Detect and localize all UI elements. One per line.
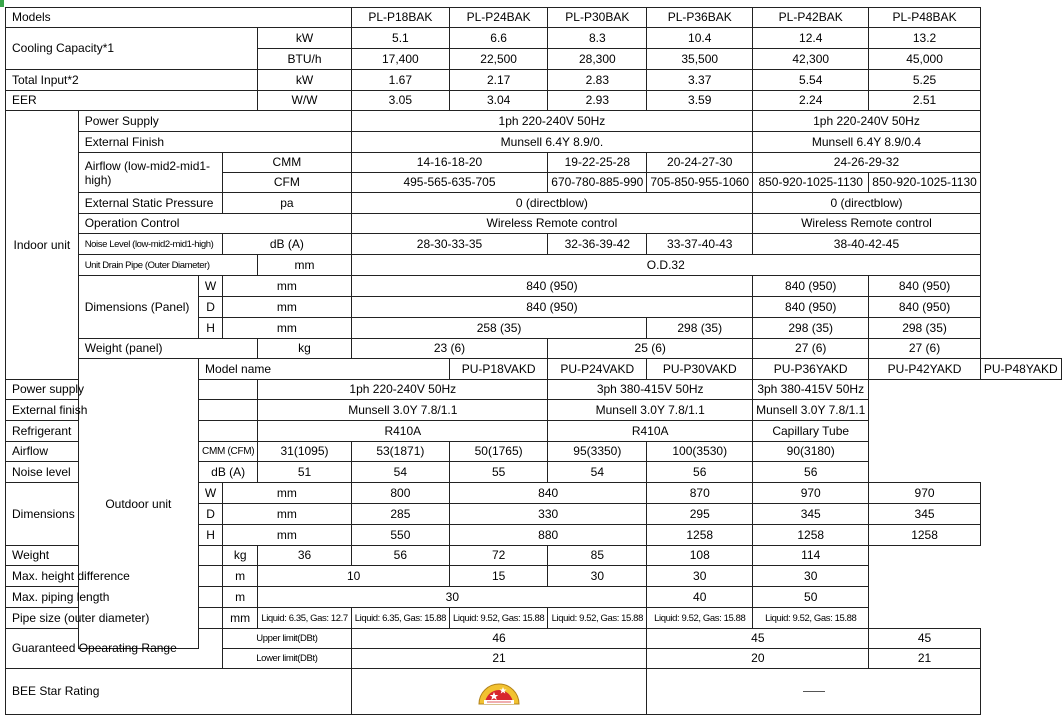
- cell: 45: [647, 629, 869, 649]
- cell: 13.2: [869, 28, 981, 49]
- cell: 5.54: [753, 70, 869, 91]
- cell: 27 (6): [753, 339, 869, 359]
- dash-icon: [803, 691, 825, 692]
- row-cooling-kw: [6, 28, 1062, 49]
- row-indoor-noise: [6, 234, 1062, 255]
- label: Operation Control: [78, 214, 351, 234]
- cell: 3.05: [351, 91, 449, 111]
- label: Noise Level (low-mid2-mid1-high): [78, 234, 222, 255]
- cell: 1258: [647, 525, 753, 546]
- model-6: PL-P48BAK: [869, 8, 981, 28]
- cell: Munsell 3.0Y 7.8/1.1: [753, 400, 869, 421]
- range-lower-label: Lower limit(DBt): [223, 649, 352, 669]
- unit: CMM (CFM): [199, 442, 258, 462]
- model-1: PL-P18BAK: [351, 8, 449, 28]
- cell: 25 (6): [548, 339, 753, 359]
- cell: 17,400: [351, 49, 449, 70]
- cell: Liquid: 9.52, Gas: 15.88: [647, 608, 753, 629]
- cell: 2.17: [450, 70, 548, 91]
- cell: 1ph 220-240V 50Hz: [258, 380, 548, 400]
- row-indoor-dim-w: [6, 276, 1062, 297]
- unit: mm: [223, 504, 352, 525]
- cell: 5.25: [869, 70, 981, 91]
- cell: 840 (950): [869, 297, 981, 318]
- cell: 850-920-1025-1130: [753, 173, 869, 193]
- row-models: [6, 8, 1062, 28]
- cell: R410A: [548, 421, 753, 442]
- cell: 21: [869, 649, 981, 669]
- cell: 15: [450, 566, 548, 587]
- cell: 5.1: [351, 28, 449, 49]
- cell: 54: [351, 462, 449, 483]
- dim-letter: W: [199, 276, 223, 297]
- cell: 36: [258, 546, 351, 566]
- cell: 10.4: [647, 28, 753, 49]
- row-outdoor-pipe-size: [6, 608, 1062, 629]
- cell: 840: [450, 483, 647, 504]
- cell: PU-P18VAKD: [450, 359, 548, 380]
- cell: 95(3350): [548, 442, 647, 462]
- cell: 24-26-29-32: [753, 153, 981, 173]
- row-indoor-static: [6, 193, 1062, 214]
- model-4: PL-P36BAK: [647, 8, 753, 28]
- bee-logo-cell: [351, 669, 647, 715]
- dim-letter: D: [199, 297, 223, 318]
- row-eer: [6, 91, 1062, 111]
- cell: 345: [869, 504, 981, 525]
- cell: 10: [258, 566, 450, 587]
- cell: 32-36-39-42: [548, 234, 647, 255]
- label: Refrigerant: [6, 421, 258, 442]
- outdoor-group-label: Outdoor unit: [78, 359, 198, 649]
- cell: 30: [258, 587, 647, 608]
- cell: 298 (35): [753, 318, 869, 339]
- cooling-label: Cooling Capacity*1: [6, 28, 258, 70]
- cell: 2.51: [869, 91, 981, 111]
- cell: 345: [753, 504, 869, 525]
- cell: 14-16-18-20: [351, 153, 548, 173]
- cell: PU-P42YAKD: [869, 359, 981, 380]
- cell: Munsell 6.4Y 8.9/0.4: [753, 132, 981, 153]
- model-3: PL-P30BAK: [548, 8, 647, 28]
- cell: 2.24: [753, 91, 869, 111]
- cell: 114: [753, 546, 869, 566]
- cell: 20: [647, 649, 869, 669]
- cooling-unit-btu: BTU/h: [258, 49, 351, 70]
- cell: 1.67: [351, 70, 449, 91]
- cell: PU-P36YAKD: [753, 359, 869, 380]
- cell: 0 (directblow): [351, 193, 752, 214]
- row-total-input: [6, 70, 1062, 91]
- label: Pipe size (outer diameter): [6, 608, 223, 629]
- label: Dimensions: [6, 483, 79, 546]
- cell: 840 (950): [753, 276, 869, 297]
- cell: 295: [647, 504, 753, 525]
- accent-bar: [0, 0, 4, 7]
- label: Weight (panel): [78, 339, 258, 359]
- row-outdoor-finish: [6, 400, 1062, 421]
- cell: 90(3180): [753, 442, 869, 462]
- model-5: PL-P42BAK: [753, 8, 869, 28]
- cell: Munsell 6.4Y 8.9/0.: [351, 132, 752, 153]
- label: Airflow (low-mid2-mid1-high): [78, 153, 222, 193]
- cell: 3ph 380-415V 50Hz: [753, 380, 869, 400]
- unit: dB (A): [199, 462, 258, 483]
- label: Weight: [6, 546, 223, 566]
- unit: kg: [258, 339, 351, 359]
- row-outdoor-noise: [6, 462, 1062, 483]
- unit: m: [223, 566, 258, 587]
- spec-table: [5, 7, 1062, 715]
- row-indoor-airflow-cmm: [6, 153, 1062, 173]
- cell: 840 (950): [753, 297, 869, 318]
- cell: 1ph 220-240V 50Hz: [351, 111, 752, 132]
- cell: 800: [351, 483, 449, 504]
- cell: Liquid: 9.52, Gas: 15.88: [450, 608, 548, 629]
- row-outdoor-power: [6, 380, 1062, 400]
- unit: mm: [258, 255, 351, 276]
- cell: 550: [351, 525, 449, 546]
- cell: 54: [548, 462, 647, 483]
- cell: 50(1765): [450, 442, 548, 462]
- cell: 330: [450, 504, 647, 525]
- dim-letter: D: [199, 504, 223, 525]
- row-range-upper: [6, 629, 1062, 649]
- bee-star-label-icon: [476, 678, 522, 706]
- cell: 705-850-955-1060: [647, 173, 753, 193]
- cell: Liquid: 9.52, Gas: 15.88: [753, 608, 869, 629]
- row-outdoor-refrigerant: [6, 421, 1062, 442]
- cell: 21: [351, 649, 647, 669]
- unit: kg: [223, 546, 258, 566]
- cell: 55: [450, 462, 548, 483]
- cell: 880: [450, 525, 647, 546]
- cell: 56: [647, 462, 753, 483]
- cell: 56: [351, 546, 449, 566]
- cell: 2.93: [548, 91, 647, 111]
- label: Airflow: [6, 442, 199, 462]
- cell: 40: [647, 587, 753, 608]
- bee-label: BEE Star Rating: [6, 669, 352, 715]
- cell: 970: [869, 483, 981, 504]
- label: External Finish: [78, 132, 351, 153]
- indoor-group-label: Indoor unit: [6, 111, 79, 380]
- cell: Liquid: 9.52, Gas: 15.88: [548, 608, 647, 629]
- cell: Wireless Remote control: [351, 214, 752, 234]
- cell: 28,300: [548, 49, 647, 70]
- row-outdoor-weight: [6, 546, 1062, 566]
- row-outdoor-height-diff: [6, 566, 1062, 587]
- cell: 3.04: [450, 91, 548, 111]
- cell: 108: [647, 546, 753, 566]
- cell: 51: [258, 462, 351, 483]
- cell: 27 (6): [869, 339, 981, 359]
- cell: 1ph 220-240V 50Hz: [753, 111, 981, 132]
- cell: PU-P48YAKD: [980, 359, 1061, 380]
- cell: 53(1871): [351, 442, 449, 462]
- cell: 50: [753, 587, 869, 608]
- label: Max. height difference: [6, 566, 223, 587]
- cell: 85: [548, 546, 647, 566]
- cell: 298 (35): [647, 318, 753, 339]
- row-outdoor-piping: [6, 587, 1062, 608]
- cell: 6.6: [450, 28, 548, 49]
- unit: CMM: [223, 153, 352, 173]
- cell: 840 (950): [869, 276, 981, 297]
- cell: 35,500: [647, 49, 753, 70]
- label: Model name: [199, 359, 450, 380]
- cell: 970: [753, 483, 869, 504]
- row-outdoor-airflow: [6, 442, 1062, 462]
- dim-letter: H: [199, 525, 223, 546]
- cell: 56: [753, 462, 869, 483]
- cell: 1258: [753, 525, 869, 546]
- range-upper-label: Upper limit(DBt): [223, 629, 352, 649]
- cell: 42,300: [753, 49, 869, 70]
- cell: 1258: [869, 525, 981, 546]
- cell: 33-37-40-43: [647, 234, 753, 255]
- cell: 20-24-27-30: [647, 153, 753, 173]
- cell: 19-22-25-28: [548, 153, 647, 173]
- cell: 72: [450, 546, 548, 566]
- unit: pa: [223, 193, 352, 214]
- row-bee: [6, 669, 1062, 715]
- eer-label: EER: [6, 91, 258, 111]
- range-label: Guaranteed Opearating Range: [6, 629, 223, 669]
- row-outdoor-model: [6, 359, 1062, 380]
- cell: PU-P24VAKD: [548, 359, 647, 380]
- row-indoor-control: [6, 214, 1062, 234]
- unit: mm: [223, 276, 352, 297]
- cell: Liquid: 6.35, Gas: 12.7: [258, 608, 351, 629]
- label: Power Supply: [78, 111, 351, 132]
- label: External finish: [6, 400, 258, 421]
- cell: 850-920-1025-1130: [869, 173, 981, 193]
- cell: R410A: [258, 421, 548, 442]
- label: Max. piping length: [6, 587, 223, 608]
- row-indoor-weight: [6, 339, 1062, 359]
- cell: Liquid: 6.35, Gas: 15.88: [351, 608, 449, 629]
- cell: 870: [647, 483, 753, 504]
- cell: 670-780-885-990: [548, 173, 647, 193]
- row-indoor-drain: [6, 255, 1062, 276]
- cell: 30: [647, 566, 753, 587]
- cell: 0 (directblow): [753, 193, 981, 214]
- cell: 30: [753, 566, 869, 587]
- cell: 45: [869, 629, 981, 649]
- cell: 8.3: [548, 28, 647, 49]
- cooling-unit-kw: kW: [258, 28, 351, 49]
- row-indoor-finish: [6, 132, 1062, 153]
- unit: mm: [223, 318, 352, 339]
- cell: 258 (35): [351, 318, 647, 339]
- cell: 840 (950): [351, 276, 752, 297]
- cell: Munsell 3.0Y 7.8/1.1: [258, 400, 548, 421]
- cell: 840 (950): [351, 297, 752, 318]
- cell: 46: [351, 629, 647, 649]
- unit: mm: [223, 608, 258, 629]
- model-2: PL-P24BAK: [450, 8, 548, 28]
- cell: 3.59: [647, 91, 753, 111]
- unit: mm: [223, 483, 352, 504]
- label: Dimensions (Panel): [78, 276, 198, 339]
- cell: 2.83: [548, 70, 647, 91]
- unit: CFM: [223, 173, 352, 193]
- cell: Munsell 3.0Y 7.8/1.1: [548, 400, 753, 421]
- cell: 30: [548, 566, 647, 587]
- cell: Wireless Remote control: [753, 214, 981, 234]
- cell: 495-565-635-705: [351, 173, 548, 193]
- cell: 23 (6): [351, 339, 548, 359]
- bee-not-applicable-cell: [647, 669, 980, 715]
- unit: W/W: [258, 91, 351, 111]
- cell: 31(1095): [258, 442, 351, 462]
- cell: 100(3530): [647, 442, 753, 462]
- cell: 45,000: [869, 49, 981, 70]
- unit: m: [223, 587, 258, 608]
- cell: O.D.32: [351, 255, 980, 276]
- label: Power supply: [6, 380, 258, 400]
- dim-letter: W: [199, 483, 223, 504]
- cell: 298 (35): [869, 318, 981, 339]
- cell: 285: [351, 504, 449, 525]
- dim-letter: H: [199, 318, 223, 339]
- label: External Static Pressure: [78, 193, 222, 214]
- cell: PU-P30VAKD: [647, 359, 753, 380]
- cell: 3.37: [647, 70, 753, 91]
- total-input-label: Total Input*2: [6, 70, 258, 91]
- unit: mm: [223, 297, 352, 318]
- row-indoor-power: [6, 111, 1062, 132]
- cell: 28-30-33-35: [351, 234, 548, 255]
- label: Unit Drain Pipe (Outer Diameter): [78, 255, 258, 276]
- cell: 22,500: [450, 49, 548, 70]
- cell: 38-40-42-45: [753, 234, 981, 255]
- cell: 12.4: [753, 28, 869, 49]
- label: Noise level: [6, 462, 199, 483]
- unit: kW: [258, 70, 351, 91]
- unit: dB (A): [223, 234, 352, 255]
- cell: 3ph 380-415V 50Hz: [548, 380, 753, 400]
- unit: mm: [223, 525, 352, 546]
- cell: Capillary Tube: [753, 421, 869, 442]
- models-label: Models: [6, 8, 352, 28]
